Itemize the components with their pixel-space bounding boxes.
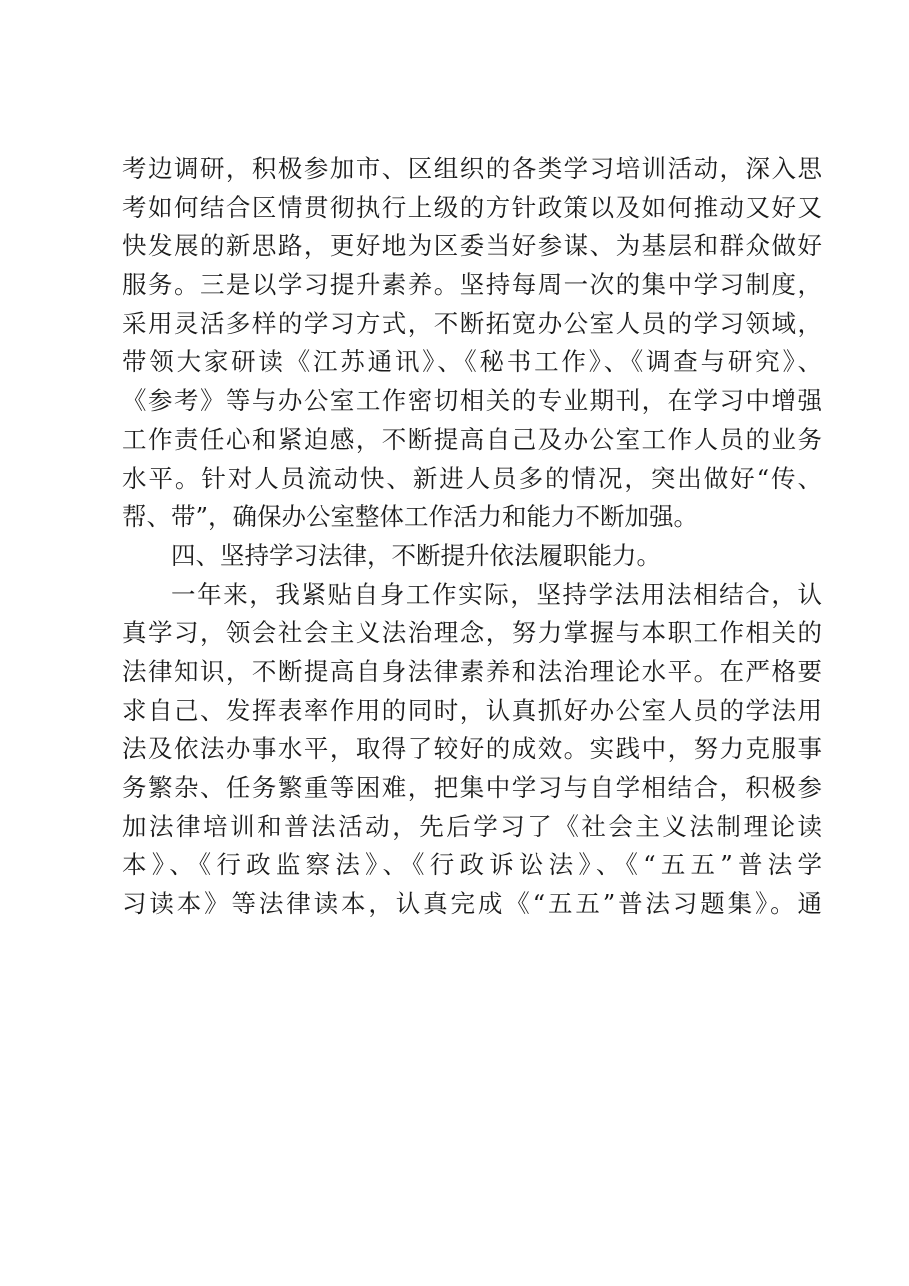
text-line: 法律知识，不断提高自身法律素养和法治理论水平。在严格要 — [122, 656, 822, 686]
text-line: 习读本》等法律读本，认真完成《“五五”普法习题集》。通 — [122, 889, 822, 919]
document-body — [122, 150, 822, 924]
text-line: 务繁杂、任务繁重等困难，把集中学习与自学相结合，积极参 — [122, 773, 822, 802]
text-line: 帮、带”，确保办公室整体工作活力和能力不断加强。 — [122, 502, 699, 532]
text-line: 《参考》等与办公室工作密切相关的专业期刊，在学习中增强 — [122, 386, 822, 416]
text-line: 考边调研，积极参加市、区组织的各类学习培训活动，深入思 — [122, 154, 822, 183]
text-line: 真学习，领会社会主义法治理念，努力掌握与本职工作相关的 — [122, 618, 822, 648]
section-heading — [122, 537, 822, 576]
text-line: 法及依法办事水平，取得了较好的成效。实践中，努力克服事 — [122, 734, 822, 764]
text-line: 快发展的新思路，更好地为区委当好参谋、为基层和群众做好 — [122, 231, 822, 261]
paragraph-continuation — [122, 150, 822, 537]
text-line: 带领大家研读《江苏通讯》、《秘书工作》、《调查与研究》、 — [122, 347, 822, 377]
text-line: 求自己、发挥表率作用的同时，认真抓好办公室人员的学法用 — [122, 695, 822, 725]
text-line: 本》、《行政监察法》、《行政诉讼法》、《“五五”普法学 — [122, 850, 822, 880]
text-line: 加法律培训和普法活动，先后学习了《社会主义法制理论读 — [122, 811, 822, 841]
paragraph — [122, 576, 822, 924]
section-heading-text: 四、坚持学习法律，不断提升依法履职能力。 — [171, 540, 661, 570]
text-line: 一年来，我紧贴自身工作实际，坚持学法用法相结合，认 — [171, 579, 822, 609]
text-line: 水平。针对人员流动快、新进人员多的情况，突出做好“传、 — [122, 463, 822, 493]
text-line: 服务。三是以学习提升素养。坚持每周一次的集中学习制度， — [122, 270, 822, 300]
text-line: 工作责任心和紧迫感，不断提高自己及办公室工作人员的业务 — [122, 424, 822, 454]
text-line: 采用灵活多样的学习方式，不断拓宽办公室人员的学习领域， — [122, 308, 822, 338]
text-line: 考如何结合区情贯彻执行上级的方针政策以及如何推动又好又 — [122, 192, 822, 222]
